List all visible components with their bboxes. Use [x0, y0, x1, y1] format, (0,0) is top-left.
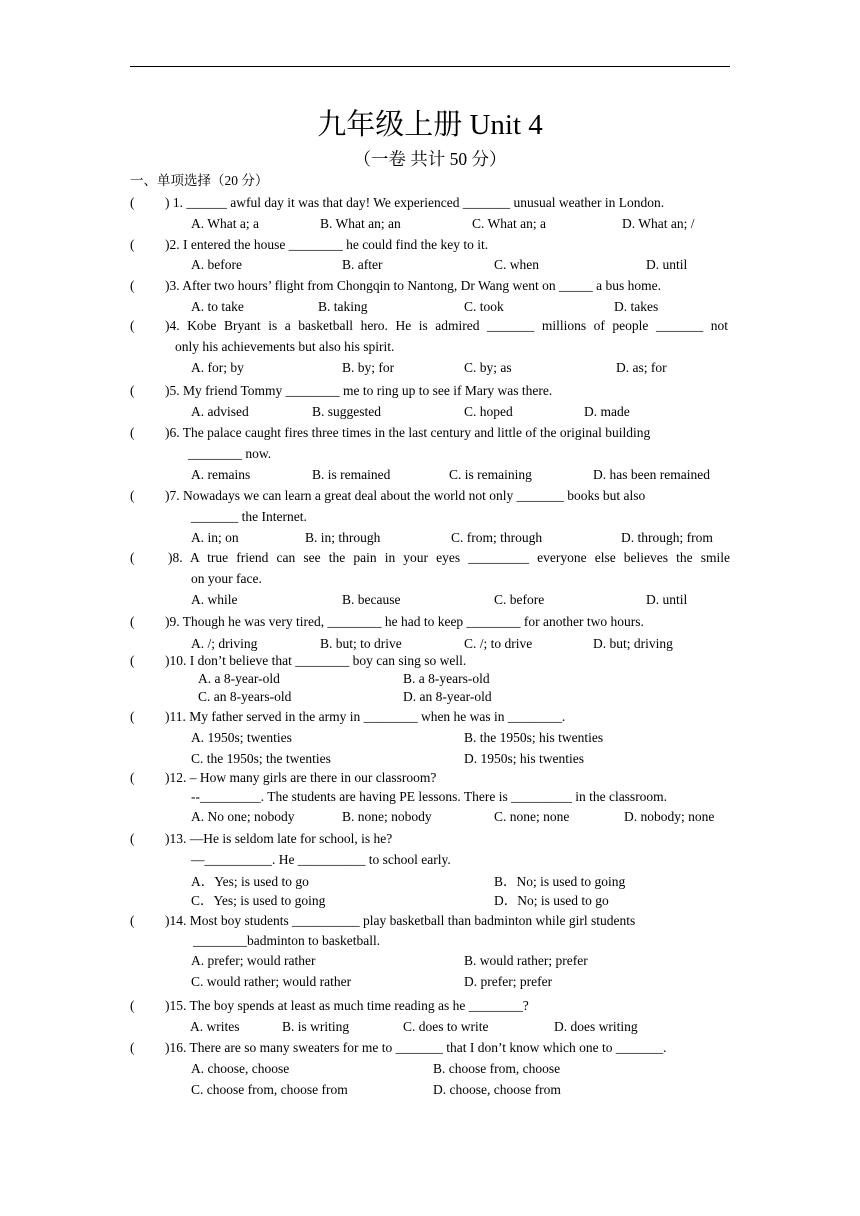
option: C. would rather; would rather: [191, 974, 352, 989]
option: A. What a; a: [191, 216, 259, 231]
option: D. through; from: [621, 530, 713, 545]
option: A. remains: [191, 467, 251, 482]
option: A. choose, choose: [191, 1061, 290, 1076]
option: B. suggested: [312, 404, 381, 419]
option: D. an 8-year-old: [403, 689, 492, 704]
option: C. took: [464, 299, 504, 314]
question-stem: )9. Though he was very tired, ________ he had to keep ________ for another two hours.: [165, 614, 644, 629]
option: B. after: [342, 257, 383, 272]
option: D. until: [646, 592, 688, 607]
option: A. a 8-year-old: [198, 671, 280, 686]
option: C. an 8-years-old: [198, 689, 292, 704]
option: D. choose, choose from: [433, 1082, 561, 1097]
option: D. 1950s; his twenties: [464, 751, 584, 766]
option: A. for; by: [191, 360, 244, 375]
answer-paren: (: [130, 614, 135, 629]
answer-paren: (: [130, 709, 135, 724]
option: D. does writing: [554, 1019, 638, 1034]
option: A. prefer; would rather: [191, 953, 316, 968]
option: A. No one; nobody: [191, 809, 295, 824]
option: A．Yes; is used to go: [191, 874, 309, 889]
question-stem: )16. There are so many sweaters for me to _______ that I don’t know which one to _______.: [165, 1040, 667, 1055]
option: B. taking: [318, 299, 368, 314]
page-title: 九年级上册 Unit 4: [317, 109, 543, 141]
answer-paren: (: [130, 195, 135, 210]
option: D. but; driving: [593, 636, 673, 651]
question-stem-continued: _______ the Internet.: [191, 509, 307, 524]
question-stem: )2. I entered the house ________ he could find the key to it.: [165, 237, 489, 252]
option: A. writes: [190, 1019, 240, 1034]
option: C. by; as: [464, 360, 512, 375]
question-stem-continued: ________badminton to basketball.: [193, 933, 381, 948]
option: D. made: [584, 404, 630, 419]
question-stem: )8. A true friend can see the pain in your eyes _________ everyone else believes the smile: [168, 550, 730, 565]
answer-paren: (: [130, 383, 135, 398]
question-stem-continued: on your face.: [191, 571, 262, 586]
option: D. until: [646, 257, 688, 272]
option: D. What an; /: [622, 216, 695, 231]
question-stem: )6. The palace caught fires three times in the last century and little of the original building: [165, 425, 651, 440]
option: A. advised: [191, 404, 249, 419]
option: A. /; driving: [191, 636, 258, 651]
answer-paren: (: [130, 913, 135, 928]
option: C. What an; a: [472, 216, 546, 231]
section-heading: 一、单项选择（20 分）: [130, 173, 269, 188]
header-rule: [130, 66, 730, 67]
option: A. to take: [191, 299, 244, 314]
question-stem: )14. Most boy students __________ play basketball than badminton while girl students: [165, 913, 636, 928]
answer-paren: (: [130, 488, 135, 503]
question-stem: )5. My friend Tommy ________ me to ring up to see if Mary was there.: [165, 383, 553, 398]
option: B. is remained: [312, 467, 391, 482]
option: C. before: [494, 592, 545, 607]
question-stem: )7. Nowadays we can learn a great deal about the world not only _______ books but also: [165, 488, 646, 503]
option: B. What an; an: [320, 216, 401, 231]
answer-paren: (: [130, 1040, 135, 1055]
option: D．No; is used to go: [494, 893, 609, 908]
answer-paren: (: [130, 278, 135, 293]
question-stem-continued: ________ now.: [188, 446, 272, 461]
answer-paren: (: [130, 237, 135, 252]
answer-paren: (: [130, 831, 135, 846]
option: D. nobody; none: [624, 809, 715, 824]
option: B. a 8-years-old: [403, 671, 490, 686]
option: C. when: [494, 257, 539, 272]
option: A. 1950s; twenties: [191, 730, 292, 745]
answer-paren: (: [130, 770, 135, 785]
question-stem: )4. Kobe Bryant is a basketball hero. He is admired _______ millions of people _______ not: [165, 318, 728, 333]
option: C. from; through: [451, 530, 543, 545]
answer-paren: (: [130, 653, 135, 668]
option: B. in; through: [305, 530, 381, 545]
question-stem: ) 1. ______ awful day it was that day! We experienced _______ unusual weather in London.: [165, 195, 665, 210]
question-stem: )11. My father served in the army in ________ when he was in ________.: [165, 709, 566, 724]
option: C. none; none: [494, 809, 570, 824]
option: C. does to write: [403, 1019, 489, 1034]
option: B. none; nobody: [342, 809, 432, 824]
question-stem-continued: --_________. The students are having PE lessons. There is _________ in the classroom.: [191, 789, 668, 804]
question-stem: )12. – How many girls are there in our classroom?: [165, 770, 437, 785]
option: B. because: [342, 592, 401, 607]
question-stem-continued: —__________. He __________ to school early.: [191, 852, 451, 867]
option: C．Yes; is used to going: [191, 893, 326, 908]
answer-paren: (: [130, 998, 135, 1013]
option: C. is remaining: [449, 467, 532, 482]
option: A. in; on: [191, 530, 239, 545]
option: C. /; to drive: [464, 636, 533, 651]
option: A. while: [191, 592, 238, 607]
option: A. before: [191, 257, 242, 272]
option: B．No; is used to going: [494, 874, 626, 889]
option: B. but; to drive: [320, 636, 402, 651]
question-stem: )15. The boy spends at least as much time reading as he ________?: [165, 998, 529, 1013]
option: B. choose from, choose: [433, 1061, 561, 1076]
option: D. as; for: [616, 360, 667, 375]
option: C. the 1950s; the twenties: [191, 751, 331, 766]
option: B. would rather; prefer: [464, 953, 588, 968]
option: B. by; for: [342, 360, 395, 375]
answer-paren: (: [130, 318, 135, 333]
option: C. choose from, choose from: [191, 1082, 348, 1097]
option: D. takes: [614, 299, 659, 314]
option: B. the 1950s; his twenties: [464, 730, 604, 745]
option: B. is writing: [282, 1019, 350, 1034]
question-stem-continued: only his achievements but also his spirit.: [175, 339, 395, 354]
option: C. hoped: [464, 404, 513, 419]
question-stem: )3. After two hours’ flight from Chongqin to Nantong, Dr Wang went on _____ a bus home.: [165, 278, 661, 293]
option: D. has been remained: [593, 467, 710, 482]
question-stem: )10. I don’t believe that ________ boy can sing so well.: [165, 653, 467, 668]
option: D. prefer; prefer: [464, 974, 553, 989]
question-stem: )13. —He is seldom late for school, is he?: [165, 831, 393, 846]
page-subtitle: （一卷 共计 50 分）: [353, 149, 507, 169]
answer-paren: (: [130, 425, 135, 440]
answer-paren: (: [130, 550, 135, 565]
